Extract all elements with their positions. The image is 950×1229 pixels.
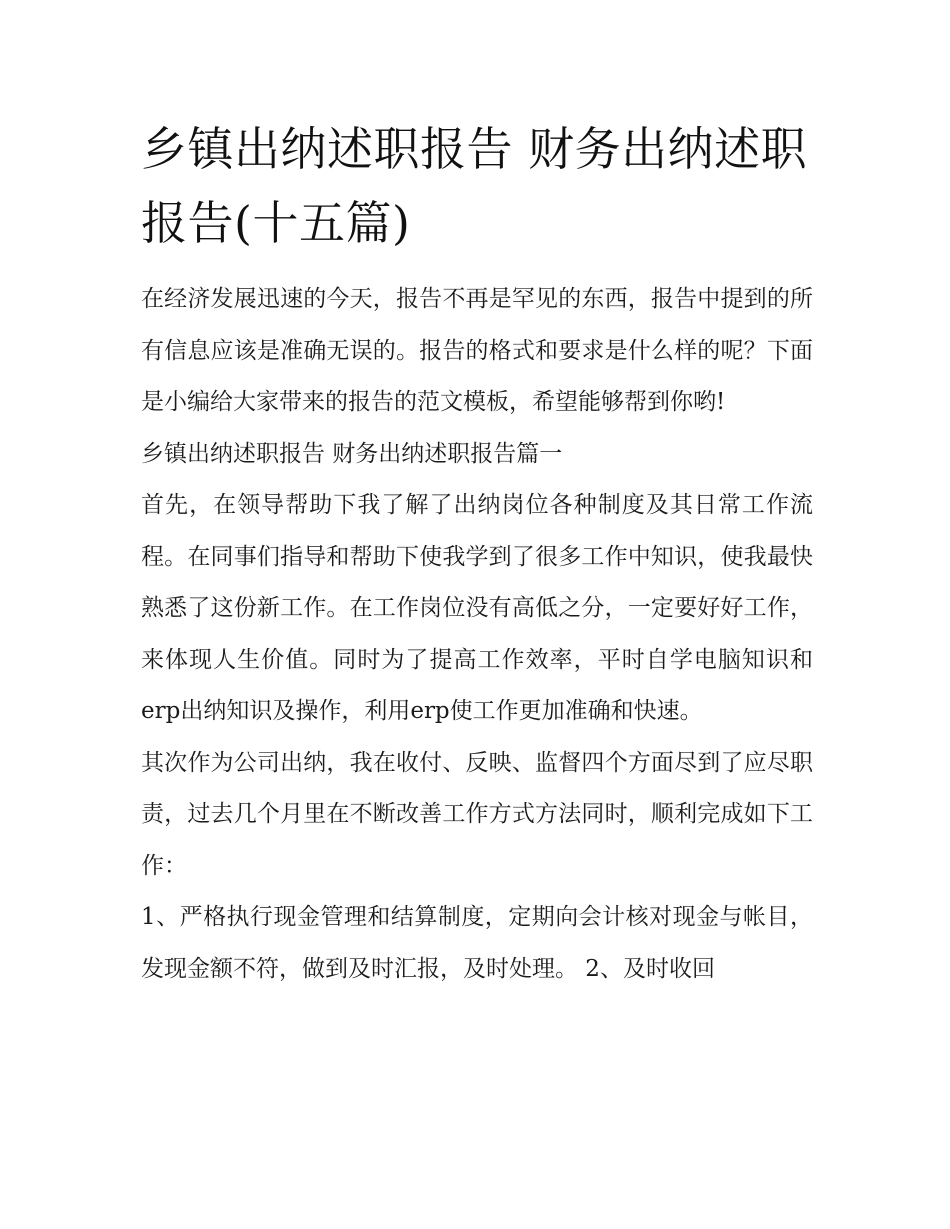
body-paragraph: 首先，在领导帮助下我了解了出纳岗位各种制度及其日常工作流程。在同事们指导和帮助下使我学到了很多工作中知识，使我最快熟悉了这份新工作。在工作岗位没有高低之分，一定要好好工作，来体现人生价值。同时为了提高工作效率，平时自学电脑知识和erp出纳知识及操作，利用erp使工作更加准确和快速。 [141,492,813,724]
document-body [141,274,813,995]
body-paragraph: 其次作为公司出纳，我在收付、反映、监督四个方面尽到了应尽职责，过去几个月里在不断改善工作方式方法同时，顺利完成如下工作： [141,749,813,879]
document-content [141,112,813,995]
document-title: 乡镇出纳述职报告 财务出纳述职报告(十五篇) [141,122,808,250]
intro-paragraph: 在经济发展迅速的今天，报告不再是罕见的东西，报告中提到的所有信息应该是准确无误的。报告的格式和要求是什么样的呢？下面是小编给大家带来的报告的范文模板，希望能够帮到你哟! [141,286,813,415]
section-heading: 乡镇出纳述职报告 财务出纳述职报告篇一 [141,440,563,467]
body-paragraph: 1、严格执行现金管理和结算制度，定期向会计核对现金与帐目，发现金额不符，做到及时汇报，及时处理。 2、及时收回 [141,904,813,982]
